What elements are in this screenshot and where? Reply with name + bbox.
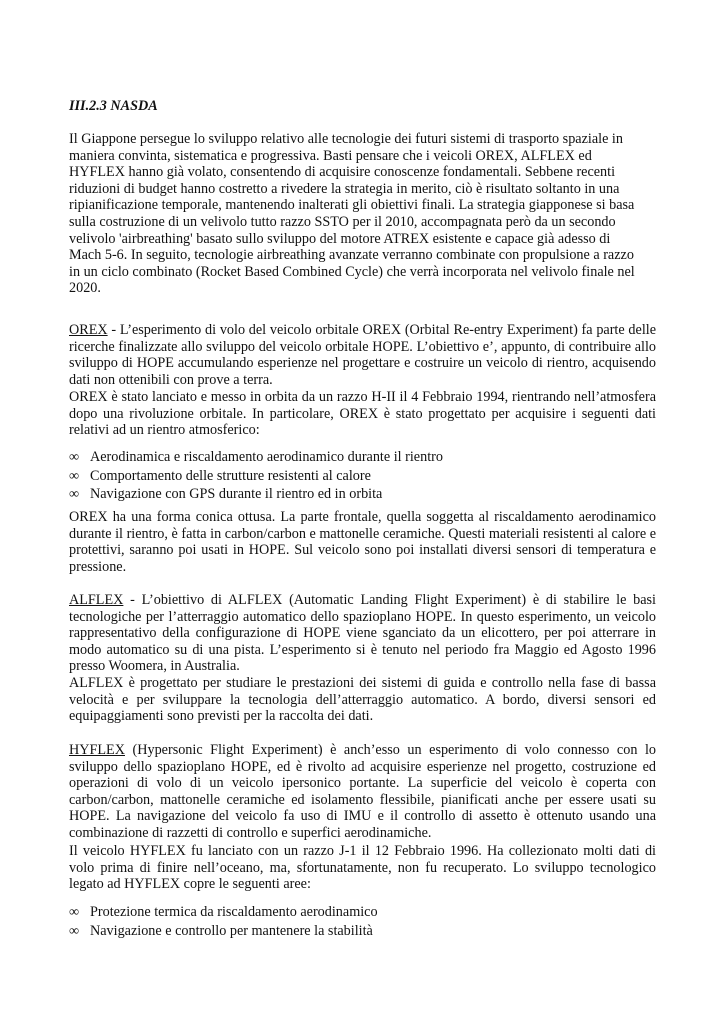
list-item: ∞ Aerodinamica e riscaldamento aerodinamico durante il rientro	[69, 449, 443, 465]
orex-text: - L’esperimento di volo del veicolo orbitale OREX (Orbital Re-entry Experiment) fa parte delle ricerche finalizzate allo sviluppo del veicolo orbitale HOPE. L’obiettivo e’, appunto, di contribuire allo sviluppo di HOPE accumulando esperienze nel progettare e costruire un veicolo di rientro, acquisendo dati non ottenibili con prove a terra.	[69, 322, 656, 388]
intro-line: riduzioni di budget hanno costretto a rivedere la strategia in merito, ciò è risultato soltanto in una	[69, 180, 620, 197]
alflex-term: ALFLEX	[69, 592, 124, 608]
list-item: ∞ Protezione termica da riscaldamento aerodinamico	[69, 904, 378, 920]
intro-line: velivolo 'airbreathing' basato sullo sviluppo del motore ATREX esistente e capace già adesso di	[69, 230, 611, 247]
intro-line: Mach 5-6. In seguito, tecnologie airbreathing avanzate verranno combinate con propulsione a razzo	[69, 247, 634, 264]
intro-paragraph	[69, 131, 656, 297]
alflex-paragraph-1	[69, 592, 656, 675]
hyflex-text: (Hypersonic Flight Experiment) è anch’esso un esperimento di volo connesso con lo sviluppo dello spazioplano HOPE, ed è rivolto ad acquisire esperienze nel progetto, costruzione ed operazioni di volo di un veicolo ipersonico portante. La superficie del veicolo è coperta con carbon/carbon, mattonelle ceramiche ed isolamento flessibile, pianificati anche per essere usati su HOPE. La navigazione del veicolo fa uso di IMU e il controllo di assetto è ottenuto usando una combinazione di razzetti di controllo e superfici aerodinamiche.	[69, 742, 656, 841]
intro-line: HYFLEX hanno già volato, consentendo di acquisire conoscenze fondamentali. Sebbene recenti	[69, 164, 616, 181]
infinity-bullet-icon: ∞	[69, 922, 80, 939]
orex-bullet-list	[69, 449, 656, 505]
hyflex-line: volo prima di finire nell’oceano, ma, sfortunatamente, non fu recuperato. Lo sviluppo tecnologico	[69, 859, 656, 876]
orex-paragraph-2: OREX è stato lanciato e messo in orbita da un razzo H-II il 4 Febbraio 1994, rientrando nell’atmosfera dopo una rivoluzione orbitale. In particolare, OREX è stato progettato per acquisire i seguenti dati relativi ad un rientro atmosferico:	[69, 389, 656, 439]
hyflex-line: Il veicolo HYFLEX fu lanciato con un razzo J-1 il 12 Febbraio 1996. Ha collezionato molti dati di	[69, 843, 656, 859]
alflex-text: - L’obiettivo di ALFLEX (Automatic Landing Flight Experiment) è di stabilire le basi tecnologiche per l’atterraggio automatico dello spazioplano HOPE. In questo esperimento, un veicolo rappresentativo della configurazione di HOPE viene sganciato da un elicottero, per poi atterrare in modo automatico su di una pista. L’esperimento si è tenuto nel periodo fra Maggio ed Agosto 1996 presso Woomera, in Australia.	[69, 592, 656, 675]
list-item: ∞ Navigazione con GPS durante il rientro ed in orbita	[69, 486, 383, 502]
intro-line: Il Giappone persegue lo sviluppo relativo alle tecnologie dei futuri sistemi di trasporto spaziale in	[69, 131, 623, 147]
orex-paragraph-3: OREX ha una forma conica ottusa. La parte frontale, quella soggetta al riscaldamento aerodinamico durante il rientro, è fatta in carbon/carbon e mattonelle ceramiche. Questi materiali resistenti al calore e protettivi, saranno poi usati in HOPE. Sul veicolo sono poi installati diversi sensori di temperatura e pressione.	[69, 509, 656, 575]
infinity-bullet-icon: ∞	[69, 904, 80, 920]
hyflex-line: legato ad HYFLEX copre le seguenti aree:	[69, 876, 311, 893]
infinity-bullet-icon: ∞	[69, 467, 80, 484]
intro-line: 2020.	[69, 280, 101, 297]
list-item: ∞ Comportamento delle strutture resistenti al calore	[69, 467, 371, 484]
intro-line: maniera convinta, sistematica e progressiva. Basti pensare che i veicoli OREX, ALFLEX ed	[69, 147, 592, 164]
orex-paragraph-1	[69, 322, 656, 388]
hyflex-term: HYFLEX	[69, 742, 125, 758]
infinity-bullet-icon: ∞	[69, 486, 80, 502]
intro-line: sulla costruzione di un velivolo tutto razzo SSTO per il 2010, accompagnata però da un secondo	[69, 213, 616, 230]
intro-line: in un ciclo combinato (Rocket Based Combined Cycle) che verrà incorporata nel velivolo finale nel	[69, 263, 635, 280]
intro-line: ripianificazione temporale, mantenendo inalterati gli obiettivi finali. La strategia giapponese si basa	[69, 197, 635, 214]
orex-term: OREX	[69, 322, 108, 338]
hyflex-bullet-list	[69, 904, 656, 941]
hyflex-paragraph-2	[69, 843, 656, 893]
section-heading: III.2.3 NASDA	[69, 98, 158, 114]
alflex-paragraph-2: ALFLEX è progettato per studiare le prestazioni dei sistemi di guida e controllo nella fase di bassa velocità e per sviluppare la tecnologia dell’atterraggio automatico. A bordo, diversi sensori ed equipaggiamenti sono previsti per la raccolta dei dati.	[69, 675, 656, 725]
hyflex-paragraph-1	[69, 742, 656, 842]
list-item: ∞ Navigazione e controllo per mantenere la stabilità	[69, 922, 373, 939]
infinity-bullet-icon: ∞	[69, 449, 80, 465]
